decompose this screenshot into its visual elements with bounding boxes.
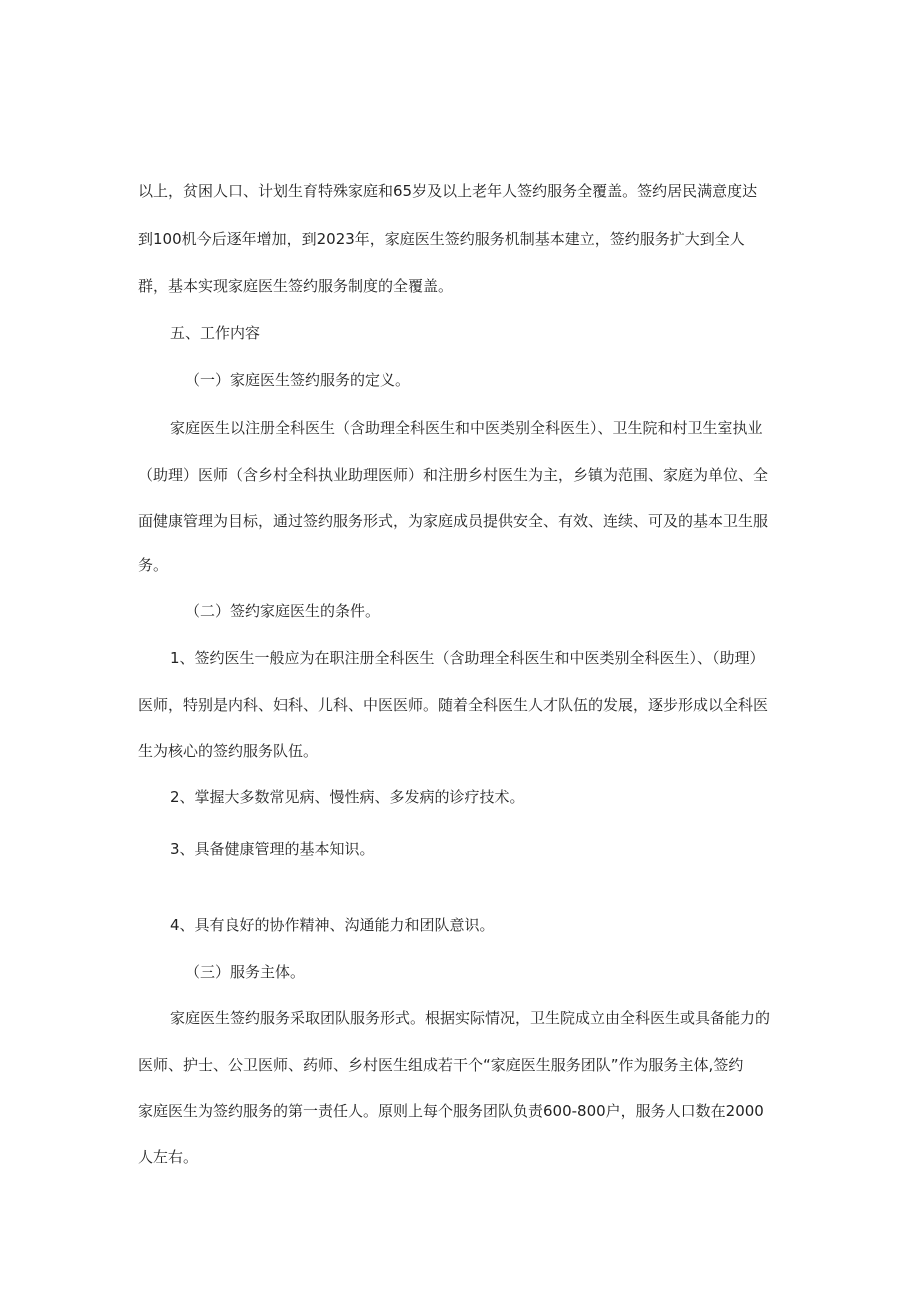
section-heading: 五、工作内容 [170,324,261,342]
subsection-heading: （三）服务主体。 [185,963,306,981]
body-text-line: 务。 [138,556,169,574]
body-text-line: 群，基本实现家庭医生签约服务制度的全覆盖。 [138,277,454,295]
body-text-line: 医师，特别是内科、妇科、儿科、中医医师。随着全科医生人才队伍的发展，逐步形成以全科医 [138,696,769,714]
body-text-line: 生为核心的签约服务队伍。 [138,742,319,760]
body-text-line: 面健康管理为目标，通过签约服务形式，为家庭成员提供安全、有效、连续、可及的基本卫生服 [138,512,769,530]
list-item: 1、签约医生一般应为在职注册全科医生（含助理全科医生和中医类别全科医生）、（助理） [170,649,765,667]
body-text-line: 到100机今后逐年增加，到2023年，家庭医生签约服务机制基本建立，签约服务扩大到全人 [138,230,745,248]
body-text-line: （助理）医师（含乡村全科执业助理医师）和注册乡村医生为主，乡镇为范围、家庭为单位、全 [138,466,769,484]
body-text-line: 人左右。 [138,1148,199,1166]
list-item: 3、具备健康管理的基本知识。 [170,840,375,858]
subsection-heading: （一）家庭医生签约服务的定义。 [185,371,411,389]
body-text-line: 家庭医生以注册全科医生（含助理全科医生和中医类别全科医生）、卫生院和村卫生室执业 [170,419,763,437]
list-item: 2、掌握大多数常见病、慢性病、多发病的诊疗技术。 [170,788,525,806]
subsection-heading: （二）签约家庭医生的条件。 [185,602,381,620]
body-text-line: 医师、护士、公卫医师、药师、乡村医生组成若干个“家庭医生服务团队”作为服务主体,签约 [138,1056,744,1074]
list-item: 4、具有良好的协作精神、沟通能力和团队意识。 [170,916,495,934]
body-text-line: 以上，贫困人口、计划生育特殊家庭和65岁及以上老年人签约服务全覆盖。签约居民满意度达 [138,182,758,200]
body-text-line: 家庭医生签约服务采取团队服务形式。根据实际情况，卫生院成立由全科医生或具备能力的 [170,1009,771,1027]
body-text-line: 家庭医生为签约服务的第一责任人。原则上每个服务团队负责600-800户，服务人口数在2000 [138,1102,764,1120]
